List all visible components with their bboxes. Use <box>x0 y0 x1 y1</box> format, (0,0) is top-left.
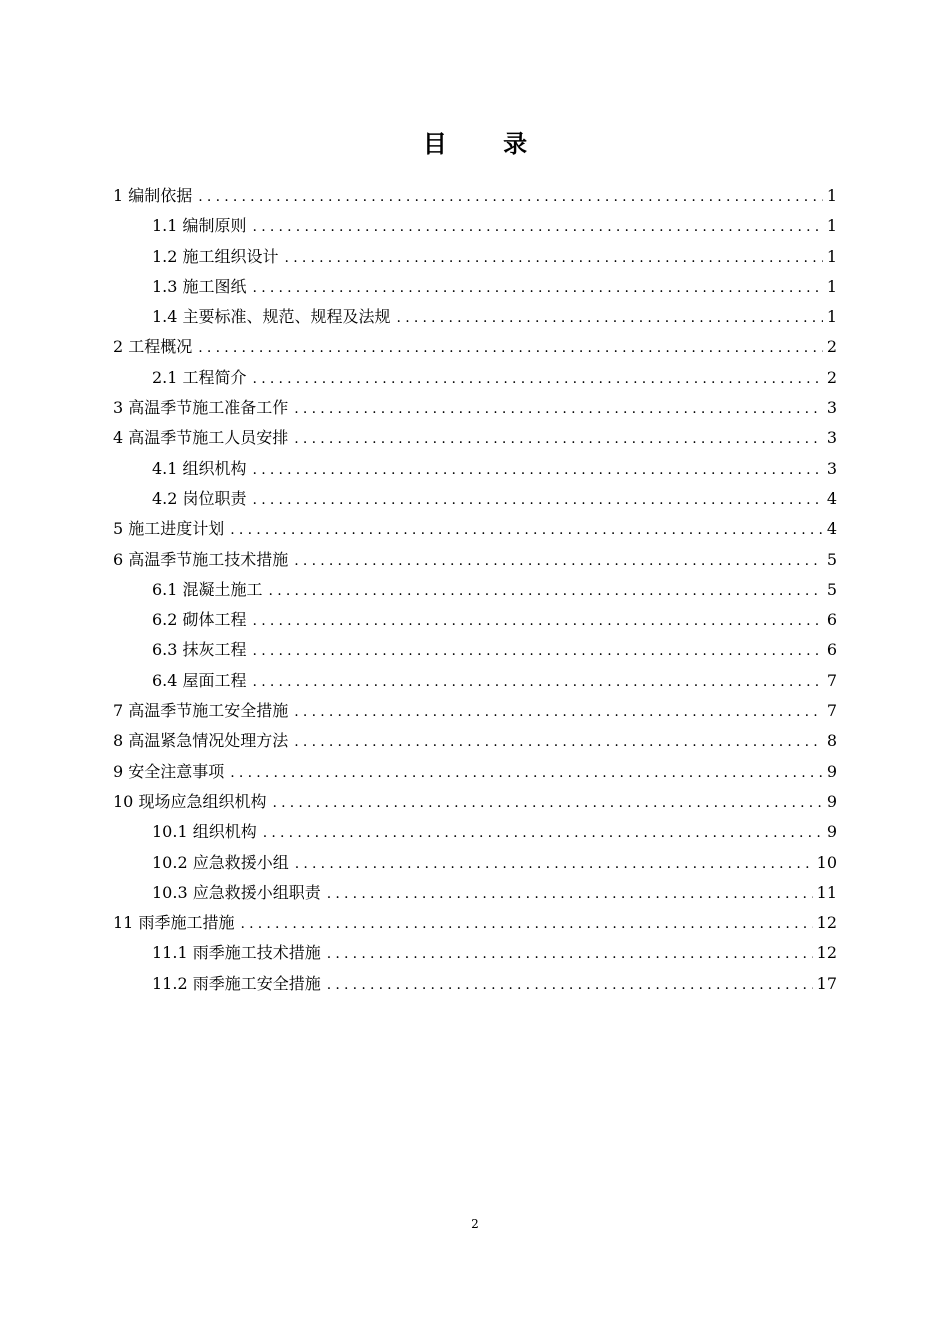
toc-entry[interactable] <box>113 393 837 423</box>
toc-entry-label: 6.1 混凝土施工 <box>152 579 263 599</box>
toc-leader-dots <box>253 455 823 485</box>
toc-entry[interactable] <box>113 696 837 726</box>
toc-entry-page: 9 <box>826 791 837 811</box>
toc-entry-label: 6.3 抹灰工程 <box>152 640 247 660</box>
toc-leader-dots <box>269 576 823 606</box>
toc-entry[interactable] <box>113 272 837 302</box>
toc-entry-label: 9 安全注意事项 <box>113 761 225 781</box>
toc-entry-label: 2.1 工程简介 <box>152 367 247 387</box>
toc-entry[interactable] <box>113 363 837 393</box>
toc-entry-page: 9 <box>826 761 837 781</box>
toc-entry-page: 3 <box>826 428 837 448</box>
toc-entry[interactable] <box>113 211 837 241</box>
toc-entry[interactable] <box>113 423 837 453</box>
toc-leader-dots <box>253 273 823 303</box>
toc-entry-page: 8 <box>826 731 837 751</box>
toc-entry-page: 6 <box>826 640 837 660</box>
toc-entry[interactable] <box>113 757 837 787</box>
toc-leader-dots <box>253 667 823 697</box>
page-title: 目 录 <box>422 130 552 158</box>
toc-entry-page: 5 <box>826 579 837 599</box>
toc-leader-dots <box>295 849 813 879</box>
toc-entry-page: 1 <box>826 216 837 236</box>
toc-entry[interactable] <box>113 969 837 999</box>
toc-entry-page: 1 <box>826 246 837 266</box>
toc-entry-page: 7 <box>826 670 837 690</box>
toc-entry-page: 7 <box>826 701 837 721</box>
toc-entry-page: 12 <box>816 913 837 933</box>
toc-leader-dots <box>240 909 812 939</box>
toc-entry-page: 4 <box>826 519 837 539</box>
toc-entry-page: 11 <box>816 882 837 902</box>
toc-leader-dots <box>198 333 823 363</box>
toc-entry-label: 3 高温季节施工准备工作 <box>113 398 289 418</box>
toc-entry-label: 10 现场应急组织机构 <box>113 791 267 811</box>
toc-entry[interactable] <box>113 545 837 575</box>
toc-leader-dots <box>294 727 823 757</box>
toc-entry-page: 1 <box>826 186 837 205</box>
toc-entry-label: 4.2 岗位职责 <box>152 488 247 508</box>
toc-leader-dots <box>285 243 823 273</box>
toc-entry[interactable] <box>113 635 837 665</box>
toc-entry[interactable] <box>113 848 837 878</box>
toc-leader-dots <box>272 788 822 818</box>
page-number: 2 <box>471 1217 479 1231</box>
toc-entry-page: 2 <box>826 367 837 387</box>
table-of-contents <box>113 181 837 999</box>
toc-leader-dots <box>198 182 823 212</box>
toc-entry-label: 11.1 雨季施工技术措施 <box>152 943 321 963</box>
toc-entry[interactable] <box>113 817 837 847</box>
toc-entry-label: 1 编制依据 <box>113 186 193 205</box>
toc-entry-page: 2 <box>826 337 837 357</box>
toc-entry-label: 2 工程概况 <box>113 337 193 357</box>
toc-leader-dots <box>397 303 823 333</box>
toc-entry-label: 6.4 屋面工程 <box>152 670 247 690</box>
toc-leader-dots <box>253 364 823 394</box>
toc-entry-page: 5 <box>826 549 837 569</box>
toc-entry[interactable] <box>113 575 837 605</box>
toc-entry[interactable] <box>113 484 837 514</box>
toc-entry[interactable] <box>113 605 837 635</box>
toc-leader-dots <box>327 939 813 969</box>
toc-entry-label: 10.2 应急救援小组 <box>152 852 289 872</box>
toc-entry-page: 1 <box>826 307 837 327</box>
toc-leader-dots <box>294 394 823 424</box>
toc-entry[interactable] <box>113 242 837 272</box>
toc-entry-label: 7 高温季节施工安全措施 <box>113 701 289 721</box>
toc-entry-label: 11.2 雨季施工安全措施 <box>152 973 321 993</box>
toc-leader-dots <box>263 818 823 848</box>
toc-entry-label: 10.1 组织机构 <box>152 822 257 842</box>
toc-entry-page: 9 <box>826 822 837 842</box>
toc-leader-dots <box>294 424 823 454</box>
toc-leader-dots <box>253 212 823 242</box>
toc-entry-label: 5 施工进度计划 <box>113 519 225 539</box>
toc-entry[interactable] <box>113 787 837 817</box>
toc-entry-page: 3 <box>826 398 837 418</box>
toc-entry-page: 6 <box>826 610 837 630</box>
toc-entry[interactable] <box>113 666 837 696</box>
toc-entry-label: 1.1 编制原则 <box>152 216 247 236</box>
toc-leader-dots <box>327 879 813 909</box>
toc-entry-label: 10.3 应急救援小组职责 <box>152 882 321 902</box>
toc-entry[interactable] <box>113 302 837 332</box>
toc-entry-label: 1.3 施工图纸 <box>152 276 247 296</box>
toc-entry[interactable] <box>113 726 837 756</box>
toc-entry-page: 17 <box>816 973 837 993</box>
toc-entry-page: 10 <box>816 852 837 872</box>
toc-entry[interactable] <box>113 454 837 484</box>
toc-leader-dots <box>253 636 823 666</box>
toc-leader-dots <box>230 515 823 545</box>
toc-entry-page: 1 <box>826 276 837 296</box>
toc-leader-dots <box>294 546 823 576</box>
toc-entry[interactable] <box>113 332 837 362</box>
toc-entry[interactable] <box>113 181 837 211</box>
toc-entry-page: 12 <box>816 943 837 963</box>
toc-entry-label: 11 雨季施工措施 <box>113 913 235 933</box>
toc-leader-dots <box>253 606 823 636</box>
toc-leader-dots <box>327 970 813 1000</box>
toc-entry-label: 4 高温季节施工人员安排 <box>113 428 289 448</box>
toc-entry-label: 6 高温季节施工技术措施 <box>113 549 289 569</box>
toc-leader-dots <box>294 697 823 727</box>
toc-entry[interactable] <box>113 514 837 544</box>
toc-entry-label: 1.4 主要标准、规范、规程及法规 <box>152 307 391 327</box>
toc-entry[interactable] <box>113 938 837 968</box>
toc-leader-dots <box>230 758 823 788</box>
toc-entry-page: 4 <box>826 488 837 508</box>
toc-entry-page: 3 <box>826 458 837 478</box>
toc-entry-label: 8 高温紧急情况处理方法 <box>113 731 289 751</box>
toc-leader-dots <box>253 485 823 515</box>
toc-entry-label: 6.2 砌体工程 <box>152 610 247 630</box>
toc-entry[interactable] <box>113 878 837 908</box>
toc-entry-label: 1.2 施工组织设计 <box>152 246 279 266</box>
toc-entry[interactable] <box>113 908 837 938</box>
toc-entry-label: 4.1 组织机构 <box>152 458 247 478</box>
